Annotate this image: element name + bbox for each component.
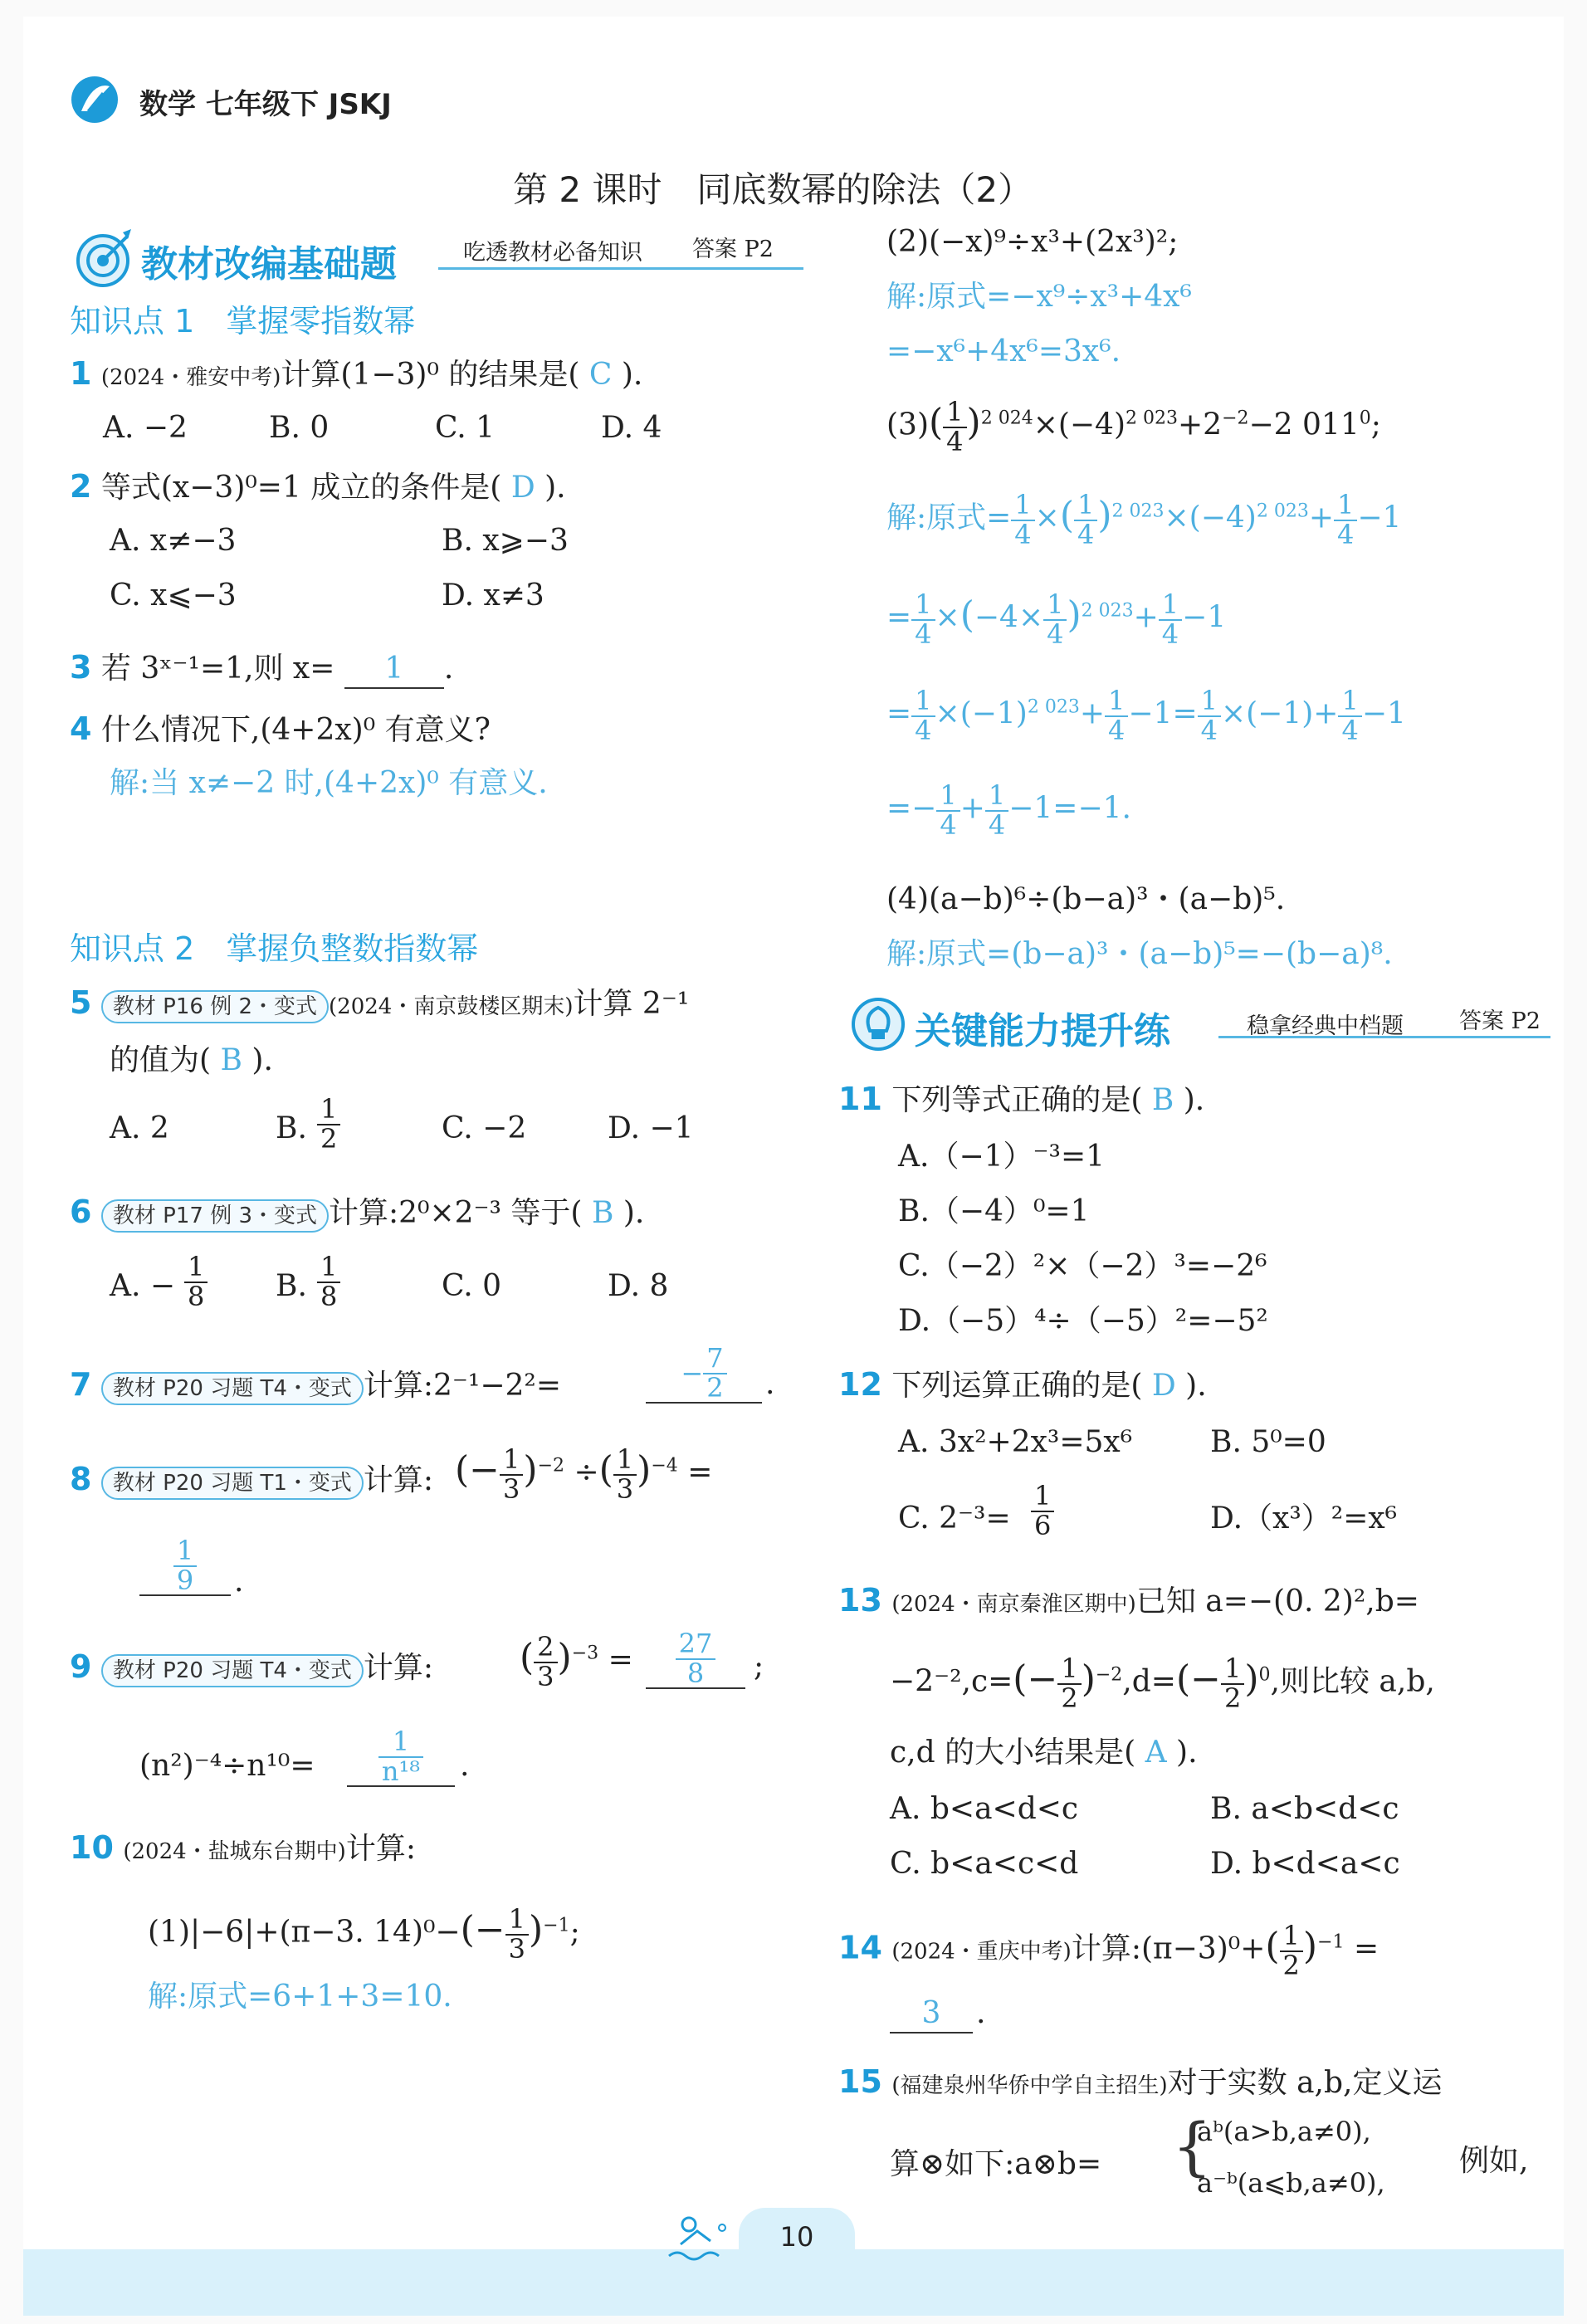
options-q6 [110, 1253, 757, 1320]
answer-fraction [378, 1728, 423, 1785]
answer-sign: − [681, 1357, 704, 1389]
question-end: . [765, 1367, 775, 1401]
question-source: (2024・重庆中考) [891, 1939, 1072, 1965]
question-number: 5 [70, 984, 92, 1021]
option-d: D. 4 [601, 411, 662, 445]
section-advanced-answer-ref: 答案 P2 [1459, 1008, 1541, 1034]
question-text: 计算: [363, 1651, 434, 1685]
section-basic-title: 教材改编基础题 [141, 243, 397, 286]
question-text: 计算: [363, 1463, 434, 1497]
option-a: A. − [110, 1269, 176, 1303]
question-source: (2024・盐城东台期中) [123, 1839, 346, 1864]
denominator: n¹⁸ [381, 1755, 421, 1787]
question-9 [70, 1648, 433, 1687]
option-b: B. a<b<d<c [1210, 1792, 1399, 1826]
option-b: B. 5⁰=0 [1210, 1425, 1326, 1459]
question-number: 4 [70, 710, 92, 747]
option-a: A. 3x²+2x³=5x⁶ [898, 1425, 1133, 1459]
option-d: D. x≠3 [442, 579, 544, 613]
question-text: 计算:2⁻¹−2²= [363, 1369, 562, 1403]
q10-part2-solution-2: =−x⁶+4x⁶=3x⁶. [886, 334, 1121, 369]
question-number: 6 [70, 1194, 92, 1230]
q10-part4-solution: 解:原式=(b−a)³・(a−b)⁵=−(b−a)⁸. [886, 937, 1393, 971]
numerator: 1 [317, 1096, 340, 1125]
numerator: 1 [317, 1253, 340, 1283]
answer-blank-q8 [139, 1537, 231, 1596]
question-5-line2 [110, 1042, 273, 1079]
option-b: B. [276, 1269, 307, 1303]
case-1: aᵇ(a>b,a≠0), [1197, 2116, 1371, 2147]
question-number: 10 [70, 1829, 114, 1866]
question-text: 下列等式正确的是( [891, 1083, 1143, 1117]
lesson-title: 第 2 课时 同底数幂的除法（2） [513, 169, 1033, 210]
left-brace: { [1172, 2109, 1213, 2183]
question-8 [70, 1461, 433, 1500]
question-text: 已知 a=−(0. 2)²,b= [1135, 1584, 1419, 1618]
section-divider [438, 267, 803, 270]
question-11 [838, 1081, 1204, 1119]
denominator: 8 [188, 1280, 205, 1312]
question-1 [70, 355, 642, 396]
question-source: (2024・雅安中考) [100, 365, 281, 390]
question-number: 11 [838, 1081, 882, 1117]
question-2 [70, 468, 566, 506]
question-text: 计算:(π−3)⁰+ [1071, 1931, 1266, 1966]
option-a: A. b<a<d<c [890, 1792, 1079, 1826]
question-end: ). [621, 358, 643, 392]
case-2: a⁻ᵇ(a⩽b,a≠0), [1197, 2167, 1385, 2199]
question-text: 对于实数 a,b,定义运 [1167, 2066, 1443, 2100]
q10-part3-solution-4: =− $\frac{1}{4}$ + $\frac{1}{4}$ −1=−1. [886, 779, 1131, 841]
fraction [317, 1093, 340, 1155]
section-advanced-subtitle: 稳拿经典中档题 [1247, 1013, 1404, 1039]
q10-part3-solution-1: 解:原式= $\frac{1}{4}$ ×( $\frac{1}{4}$ )$^{2 023}\times(-4)^{2 023}+$ $\frac{1}{4}$ −1 [886, 489, 1402, 550]
numerator: 27 [676, 1630, 716, 1660]
answer-blank: 1 [344, 651, 444, 689]
q10-part4: (4)(a−b)⁶÷(b−a)³・(a−b)⁵. [886, 882, 1286, 916]
option-d: D. −1 [608, 1111, 694, 1145]
question-13-line3 [890, 1735, 1198, 1771]
question-15-tail: 例如, [1459, 2144, 1529, 2178]
knowledge-point-2: 知识点 2 掌握负整数指数幂 [70, 930, 479, 967]
option-b: B.（−4）⁰=1 [898, 1194, 1090, 1228]
expression-q8: (− $\frac{1}{3}$ )$^{-2}$ ÷( $\frac{1}{3}$ )$^{-4}$ = [455, 1443, 713, 1505]
option-c: C. 0 [442, 1269, 502, 1303]
question-3 [70, 649, 453, 689]
target-icon [70, 224, 136, 294]
question-end: . [234, 1565, 244, 1599]
answer-blank-q9b [347, 1728, 455, 1787]
question-12 [838, 1366, 1207, 1404]
answer-blank-q9a [646, 1630, 745, 1689]
denominator: 8 [686, 1657, 705, 1689]
answer-text: B [1151, 1083, 1174, 1117]
option-c: C. −2 [442, 1111, 527, 1145]
fraction [317, 1253, 340, 1311]
denominator: 9 [176, 1564, 194, 1596]
question-7 [70, 1366, 561, 1405]
answer-blank-q7 [646, 1342, 762, 1404]
textbook-tag: 教材 P20 习题 T4・变式 [101, 1372, 364, 1405]
section-basic-answer-ref: 答案 P2 [692, 237, 774, 262]
question-text: 计算(1−3)⁰ 的结果是( [281, 358, 580, 392]
q10-part1: (1)|−6|+(π−3. 14)⁰−(− $\frac{1}{3}$ )$^{-1}$; [148, 1903, 580, 1965]
question-15-line2: 算⊗如下:a⊗b= [890, 2147, 1102, 2181]
answer-text: B [220, 1043, 242, 1077]
question-number: 14 [838, 1929, 882, 1966]
section-basic-subtitle: 吃透教材必备知识 [463, 240, 642, 266]
question-source: (福建泉州华侨中学自主招生) [891, 2073, 1168, 2098]
q10-part1-solution: 解:原式=6+1+3=10. [148, 1980, 452, 2014]
fraction [184, 1253, 208, 1311]
option-c-wrap [898, 1482, 1197, 1557]
question-6 [70, 1194, 644, 1233]
question-end: . [976, 1996, 986, 2030]
question-number: 13 [838, 1582, 882, 1618]
q10-part3-label: (3) [886, 408, 929, 442]
question-text: 的值为( [110, 1043, 212, 1077]
answer-text: A [1145, 1736, 1167, 1770]
question-number: 7 [70, 1366, 92, 1403]
book-logo-icon [70, 75, 120, 128]
option-d: D. 8 [608, 1269, 669, 1303]
question-14: 14 (2024・重庆中考)计算:(π−3)⁰+( $\frac{1}{2}$ )$^{-1}$ = [838, 1920, 1379, 1981]
option-c: C. x⩽−3 [110, 579, 237, 613]
question-13 [838, 1582, 1419, 1623]
options-q2 [110, 523, 691, 622]
denominator: 8 [320, 1280, 338, 1312]
question-end: ). [1185, 1369, 1207, 1403]
denominator: 2 [320, 1122, 338, 1155]
option-a: A. −2 [103, 411, 188, 445]
option-d: D. b<d<a<c [1210, 1847, 1400, 1881]
answer-fraction [703, 1342, 726, 1404]
q10-part1-expr: (1)|−6|+(π−3. 14)⁰− [148, 1915, 461, 1950]
question-number: 12 [838, 1366, 882, 1403]
numerator: 1 [173, 1537, 197, 1567]
q10-part3-solution-3: = $\frac{1}{4}$ $\times(-1)^{2 023}+$ $\frac{1}{4}$ −1= $\frac{1}{4}$ ×(−1)+ $\frac{1}{4}$ −1 [886, 685, 1406, 746]
answer-text: B [591, 1196, 614, 1230]
numerator: 1 [184, 1253, 208, 1283]
lightbulb-icon [845, 991, 911, 1061]
option-d: D.（x³）²=x⁶ [1210, 1501, 1398, 1536]
question-5 [70, 984, 689, 1025]
question-number: 3 [70, 649, 92, 686]
option-c: C. b<a<c<d [890, 1847, 1079, 1881]
denominator: 6 [1034, 1509, 1052, 1541]
textbook-tag: 教材 P20 习题 T1・变式 [101, 1467, 364, 1500]
fraction [1031, 1482, 1054, 1540]
question-source: (2024・南京鼓楼区期末) [329, 994, 574, 1019]
numerator: 1 [1031, 1482, 1054, 1512]
question-number: 8 [70, 1461, 92, 1497]
numerator: 1 [378, 1728, 423, 1758]
textbook-tag: 教材 P20 习题 T4・变式 [101, 1654, 364, 1687]
question-text: ,则比较 a,b, [1270, 1664, 1435, 1699]
denominator: 2 [706, 1371, 724, 1404]
answer-text: D [510, 471, 535, 505]
paper: 数学 七年级下 JSKJ 第 2 课时 同底数幂的除法（2） 教材改编基础题 吃透教材必备知识 答案 P2 知识点 1 掌握零指数幂 1 (2024・雅安中考)计算(1−3)⁰ 的结果是( C ). A. −2 B. 0 C. 1 D. 4 2 等式(x−3)⁰=1 成立的条件是( D ). A. x≠−3 B. x⩾−3 C. x⩽−3 D. x≠3 3 若 3ˣ⁻¹=1,则 x= 1 . 4 什么情况下,(4+2x)⁰ 有意义? 解:当 x≠−2 时,(4+2x)⁰ 有意义. 知识点 2 掌握负整数指数幂 5 教材 P16 例 2・变式 (2024・南京鼓楼区期末)计算 2⁻¹ 的值为( B ). A. 2 B. $\frac{1}{2}$ C. −2 D. −1 6 教材 P17 例 3・变式 计算:2⁰×2⁻³ 等于( B ). A. − $\frac{1}{8}$ B. $\frac{1}{8}$ C. 0 D. 8 7 教材 P20 习题 T4・变式 计算:2⁻¹−2²= − $\frac{7}{2}$ . 8 教材 P20 习题 T1・变式 计算: (− $\frac{1}{3}$ )$^{-2}$ ÷( $\frac{1}{3}$ )$^{-4}$ = $\frac{1}{9}$ . 9 教材 P20 习题 T4・变式 计算: ( $\frac{2}{3}$ )$^{-3}$ = $\frac{27}{8}$ ; (n²)⁻⁴÷n¹⁰= $\frac{1}{\text{n¹⁸}}$ . 10 (2024・盐城东台期中)计算: (1)|−6|+(π−3. 14)⁰−(− $\frac{1}{3}$ )$^{-1}$; 解:原式=6+1+3=10. (2)(−x)⁹÷x³+(2x³)²; 解:原式=−x⁹÷x³+4x⁶ =−x⁶+4x⁶=3x⁶. (3)( $\frac{1}{4}$ )$^{2 024}\times(-4)^{2 023}+2^{-2}-2$ $011^0$; 解:原式= $\frac{1}{4}$ ×( $\frac{1}{4}$ )$^{2 023}\times(-4)^{2 023}+$ $\frac{1}{4}$ −1 = $\frac{1}{4}$ ×(−4× $\frac{1}{4}$ )$^{2 023}$+ $\frac{1}{4}$ −1 = $\frac{1}{4}$ $\times(-1)^{2 023}+$ $\frac{1}{4}$ −1= $\frac{1}{4}$ ×(−1)+ $\frac{1}{4}$ −1 =− $\frac{1}{4}$ + $\frac{1}{4}$ −1=−1. (4)(a−b)⁶÷(b−a)³・(a−b)⁵. 解:原式=(b−a)³・(a−b)⁵=−(b−a)⁸. 关键能力提升练 稳拿经典中档题 答案 P2 11 下列等式正确的是( B ). A.（−1）⁻³=1 B.（−4）⁰=1 C.（−2）²×（−2）³=−2⁶ D.（−5）⁴÷（−5）²=−5² 12 下列运算正确的是( D ). A. 3x²+2x³=5x⁶ B. 5⁰=0 C. 2⁻³= $\frac{1}{6}$ D.（x³）²=x⁶ 13 (2024・南京秦淮区期中)已知 a=−(0. 2)²,b= −2⁻²,c=(− $\frac{1}{2}$ )$^{-2}$,d=(− $\frac{1}{2}$ )$^0$,则比较 a,b, c,d 的大小结果是( A ). A. b<a<d<c B. a<b<d<c C. b<a<c<d D. b<d<a<c 14 (2024・重庆中考)计算:(π−3)⁰+( $\frac{1}{2}$ )$^{-1}$ = 3 . 15 (福建泉州华侨中学自主招生)对于实数 a,b,定义运 算⊗如下:a⊗b= { aᵇ(a>b,a≠0), a⁻ᵇ(a⩽b,a≠0), 例如, [23, 17, 1564, 2291]
page-number: 10 [779, 2221, 814, 2253]
option-b: B. 0 [269, 411, 330, 445]
numerator: 7 [703, 1345, 726, 1374]
question-text: 等式(x−3)⁰=1 成立的条件是( [100, 471, 502, 505]
option-c: C.（−2）²×（−2）³=−2⁶ [898, 1249, 1267, 1283]
question-text: 什么情况下,(4+2x)⁰ 有意义? [100, 713, 491, 747]
expression-q9b: (n²)⁻⁴÷n¹⁰= [139, 1749, 315, 1783]
options-q5 [110, 1093, 757, 1162]
question-number: 1 [70, 355, 92, 392]
q10-part2: (2)(−x)⁹÷x³+(2x³)²; [886, 225, 1179, 259]
question-number: 2 [70, 468, 92, 505]
q10-part2-solution-1: 解:原式=−x⁹÷x³+4x⁶ [886, 280, 1192, 314]
answer-fraction [676, 1630, 716, 1687]
option-c: C. 1 [435, 411, 496, 445]
textbook-tag: 教材 P16 例 2・变式 [101, 990, 329, 1023]
answer-fraction [173, 1537, 197, 1594]
answer-text: C [588, 358, 613, 392]
q10-part3-solution-2: = $\frac{1}{4}$ ×(−4× $\frac{1}{4}$ )$^{2 023}$+ $\frac{1}{4}$ −1 [886, 588, 1227, 650]
answer-text: D [1151, 1369, 1176, 1403]
question-end: . [443, 652, 454, 686]
question-text: c,d 的大小结果是( [890, 1736, 1136, 1770]
section-advanced-title: 关键能力提升练 [915, 1010, 1170, 1052]
question-number: 15 [838, 2063, 882, 2100]
option-b: B. [276, 1111, 307, 1145]
option-a: A.（−1）⁻³=1 [898, 1140, 1106, 1174]
option-d: D.（−5）⁴÷（−5）²=−5² [898, 1304, 1268, 1338]
swimmer-icon [664, 2211, 739, 2273]
answer-blank-q14: 3 [890, 1995, 973, 2034]
question-end: ). [1183, 1083, 1205, 1117]
question-end: ). [251, 1043, 273, 1077]
question-4 [70, 710, 491, 749]
question-text: −2⁻²,c= [890, 1664, 1013, 1699]
question-15 [838, 2063, 1442, 2104]
question-text: 计算 2⁻¹ [573, 987, 690, 1021]
textbook-tag: 教材 P17 例 3・变式 [101, 1199, 329, 1233]
question-text: 下列运算正确的是( [891, 1369, 1143, 1403]
q10-part3: (3)( $\frac{1}{4}$ )$^{2 024}\times(-4)^{2 023}+2^{-2}-2$ $011^0$; [886, 396, 1381, 457]
expression-q9: ( $\frac{2}{3}$ )$^{-3}$ = [520, 1631, 633, 1692]
question-text: 若 3ˣ⁻¹=1,则 x= [100, 652, 335, 686]
question-text: 计算: [345, 1832, 416, 1866]
solution-q4: 解:当 x≠−2 时,(4+2x)⁰ 有意义. [110, 766, 548, 800]
option-a: A. x≠−3 [110, 524, 237, 558]
question-source: (2024・南京秦淮区期中) [891, 1592, 1136, 1617]
question-10 [70, 1829, 416, 1870]
option-a: A. 2 [110, 1111, 169, 1145]
question-end: ). [544, 471, 566, 505]
option-b: B. x⩾−3 [442, 524, 569, 558]
book-title: 数学 七年级下 JSKJ [139, 88, 392, 121]
question-end: ). [1176, 1736, 1198, 1770]
knowledge-point-1: 知识点 1 掌握零指数幂 [70, 303, 416, 339]
question-text: 计算:2⁰×2⁻³ 等于( [329, 1196, 583, 1230]
question-13-line2: −2⁻²,c=(− $\frac{1}{2}$ )$^{-2}$,d=(− $\frac{1}{2}$ )$^0$,则比较 a,b, [890, 1653, 1435, 1714]
option-c: C. 2⁻³= [898, 1501, 1011, 1536]
question-number: 9 [70, 1648, 92, 1685]
question-end: ). [623, 1196, 645, 1230]
